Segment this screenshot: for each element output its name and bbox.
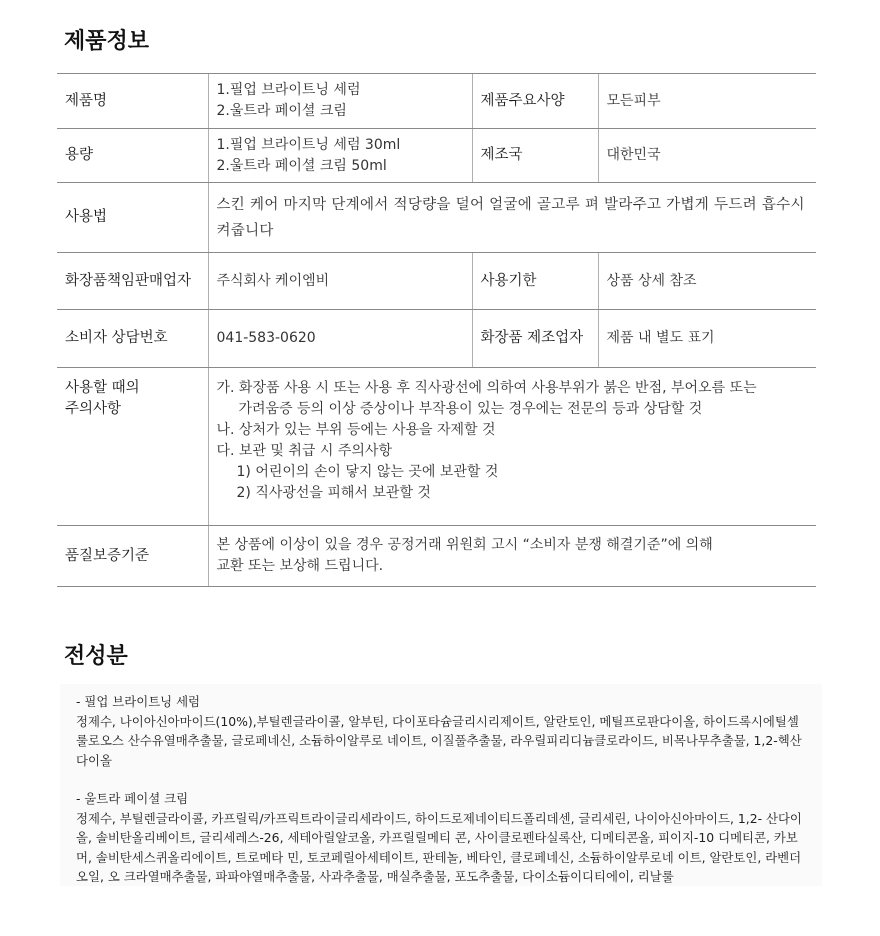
- ingredient-group-serum: [76, 692, 806, 770]
- label-expiry: 사용기한: [472, 253, 598, 310]
- label-volume: 용량: [57, 129, 208, 183]
- caution-line: 나. 상처가 있는 부위 등에는 사용을 자제할 것: [216, 422, 496, 438]
- row-usage: [57, 183, 816, 253]
- caution-label-line: 사용할 때의: [65, 380, 140, 396]
- value-main-spec: 모든피부: [598, 74, 816, 129]
- label-usage: 사용법: [57, 183, 208, 253]
- product-name-line: 1.필업 브라이트닝 세럼: [216, 82, 361, 98]
- value-contact: 041-583-0620: [208, 310, 472, 368]
- value-country: 대한민국: [598, 129, 816, 183]
- value-caution: [208, 368, 816, 526]
- product-info-title: 제품정보: [64, 29, 150, 54]
- value-expiry: 상품 상세 참조: [598, 253, 816, 310]
- value-manufacturer: 제품 내 별도 표기: [598, 310, 816, 368]
- caution-line: 가. 화장품 사용 시 또는 사용 후 직사광선에 의하여 사용부위가 붉은 반점, 부어오름 또는: [216, 380, 757, 396]
- row-seller: [57, 253, 816, 310]
- ingredient-group-cream: [76, 789, 806, 887]
- value-seller: 주식회사 케이엠비: [208, 253, 472, 310]
- value-usage: [208, 183, 816, 253]
- caution-label-line: 주의사항: [65, 401, 122, 417]
- warranty-line: 교환 또는 보상해 드립니다.: [216, 558, 384, 574]
- row-caution: [57, 368, 816, 526]
- ingredient-list: 정제수, 부틸렌글라이콜, 카프릴릭/카프릭트라이글리세라이드, 하이드로제네이티드폴리데센, 글리세린, 나이아신아마이드, 1,2- 산다이올, 솔비탄올리베이트, 글리세레스-26, 세테아릴알코올, 카프릴릴메티 콘, 사이클로펜타실록산, 디메티콘올, 피이지-10 디메티콘, 카보머, 솔비탄세스퀴올리에이트, 트로메타 민, 토코페릴아세테이트, 판테놀, 베타인, 클로페네신, 소듐하이알루로네 이트, 알란토인, 라벤더오일, 오 크라열매추출물, 파파야열매추출물, 사과추출물, 매실추출물, 포도추출물, 다이소듐이디티에이, 리날룰: [76, 810, 802, 884]
- ingredients-title: 전성분: [64, 644, 128, 669]
- caution-line: 가려움증 등의 이상 증상이나 부작용이 있는 경우에는 전문의 등과 상담할 것: [238, 401, 703, 417]
- label-contact: 소비자 상담번호: [57, 310, 208, 368]
- ingredient-list: 정제수, 나이아신아마이드(10%),부틸렌글라이콜, 알부틴, 다이포타슘글리시리제이트, 알란토인, 메틸프로판다이올, 하이드록시에틸셀룰로오스 산수유열매추출물, 글로페네신, 소듐하이알루로 네이트, 이질풀추출물, 라우릴피리디늄클로라이드, 비목나무추출물, 1,2-헥산다이올: [76, 713, 802, 768]
- volume-line: 2.울트라 페이셜 크림 50ml: [216, 157, 387, 174]
- label-seller: 화장품책임판매업자: [57, 253, 208, 310]
- warranty-line: 본 상품에 이상이 있을 경우 공정거래 위원회 고시 “소비자 분쟁 해결기준”에 의해: [216, 537, 713, 553]
- caution-line: 2) 직사광선을 피해서 보관할 것: [236, 485, 431, 501]
- row-contact: [57, 310, 816, 368]
- caution-line: 1) 어린이의 손이 닿지 않는 곳에 보관할 것: [236, 464, 499, 480]
- usage-text: 스킨 케어 마지막 단계에서 적당량을 덜어 얼굴에 골고루 펴 발라주고 가볍게 두드려 흡수시켜줍니다: [216, 196, 805, 239]
- ingredient-group-name: - 울트라 페이셜 크림: [76, 791, 189, 806]
- value-volume: [208, 129, 472, 183]
- caution-line: 다. 보관 및 취급 시 주의사항: [216, 443, 392, 459]
- product-name-line: 2.울트라 페이셜 크림: [216, 103, 347, 119]
- value-product-name: [208, 74, 472, 129]
- label-main-spec: 제품주요사양: [472, 74, 598, 129]
- value-warranty: [208, 526, 816, 587]
- ingredients-box: [60, 684, 822, 886]
- row-volume: [57, 129, 816, 183]
- row-warranty: [57, 526, 816, 587]
- label-warranty: 품질보증기준: [57, 526, 208, 587]
- row-product-name: [57, 74, 816, 129]
- volume-line: 1.필업 브라이트닝 세럼 30ml: [216, 136, 401, 153]
- ingredient-group-name: - 필업 브라이트닝 세럼: [76, 694, 201, 709]
- label-manufacturer: 화장품 제조업자: [472, 310, 598, 368]
- product-info-table: [57, 73, 816, 587]
- label-product-name: 제품명: [57, 74, 208, 129]
- label-caution: [57, 368, 208, 526]
- label-country: 제조국: [472, 129, 598, 183]
